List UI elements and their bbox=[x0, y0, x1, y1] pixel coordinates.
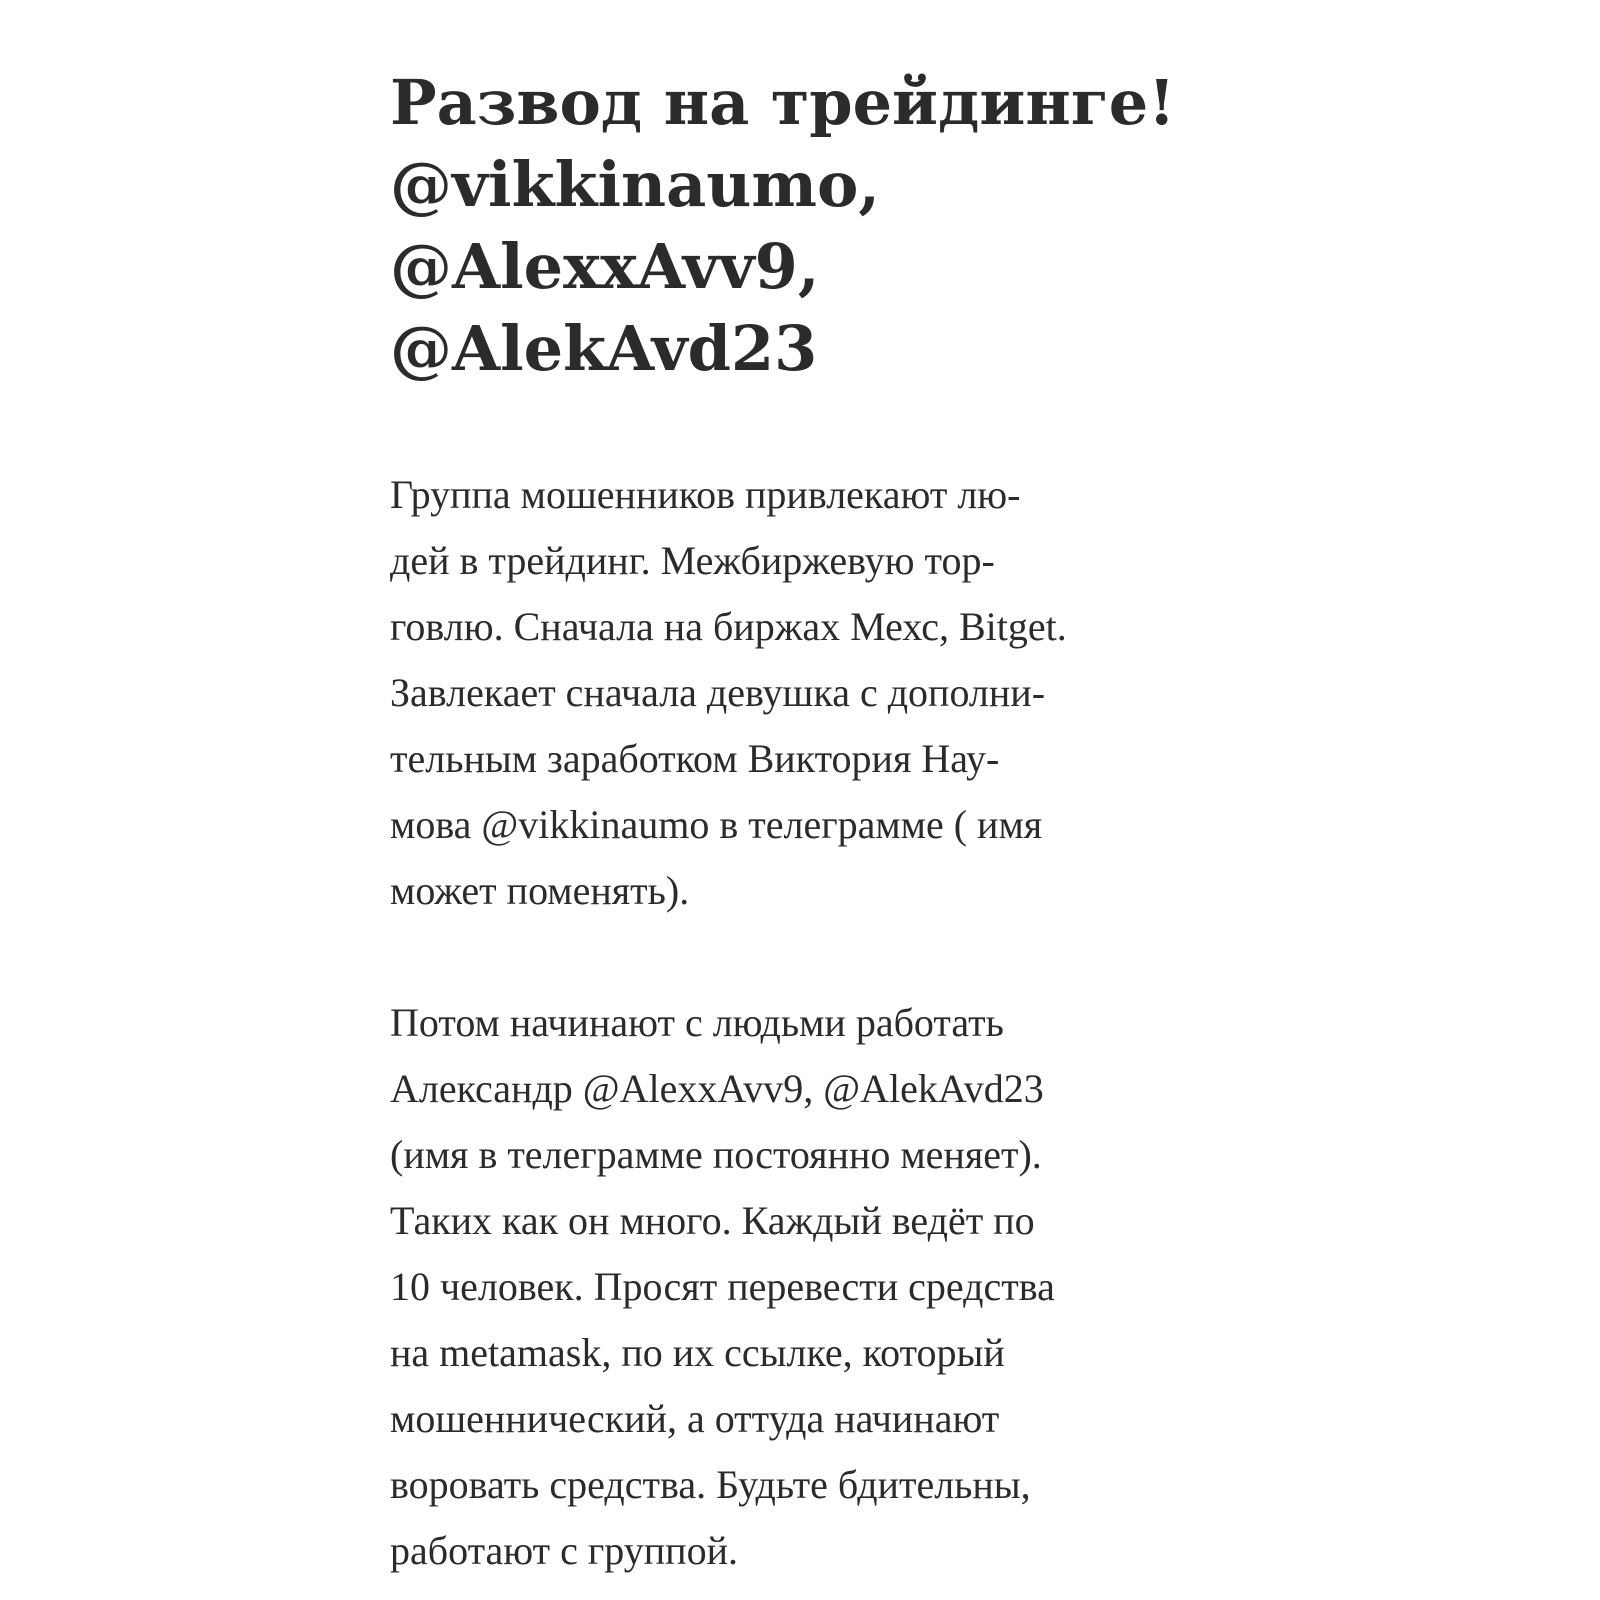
paragraph-line: Александр @AlexxAvv9, @AlekAvd23 bbox=[390, 1066, 1044, 1111]
title-line: @AlekAvd23 bbox=[390, 312, 818, 385]
paragraph-line: Таких как он много. Каждый ведёт по bbox=[390, 1198, 1035, 1243]
article-title bbox=[390, 62, 1220, 390]
article-paragraph-2 bbox=[390, 990, 1220, 1584]
paragraph-line: мошеннический, а оттуда начинают bbox=[390, 1396, 1000, 1441]
paragraph-line: мова @vikkinaumo в телеграмме ( имя bbox=[390, 802, 1043, 847]
paragraph-line: воровать средства. Будьте бдительны, bbox=[390, 1462, 1031, 1507]
title-line: @AlexxAvv9, bbox=[390, 230, 820, 303]
paragraph-line: на metamask, по их ссылке, который bbox=[390, 1330, 1005, 1375]
paragraph-line: (имя в телеграмме постоянно меняет). bbox=[390, 1132, 1042, 1177]
paragraph-line: Завлекает сначала девушка с дополни- bbox=[390, 670, 1046, 715]
paragraph-line: тельным заработком Виктория Нау- bbox=[390, 736, 1000, 781]
paragraph-line: работают с группой. bbox=[390, 1528, 738, 1573]
paragraph-line: Группа мошенников привлекают лю- bbox=[390, 472, 1021, 517]
paragraph-line: говлю. Сначала на биржах Мехс, Bitget. bbox=[390, 604, 1067, 649]
paragraph-line: Потом начинают с людьми работать bbox=[390, 1000, 1004, 1045]
article-paragraph-1 bbox=[390, 462, 1220, 924]
title-line: @vikkinaumo, bbox=[390, 148, 880, 221]
paragraph-line: дей в трейдинг. Межбиржевую тор- bbox=[390, 538, 995, 583]
paragraph-line: может поменять). bbox=[390, 868, 690, 913]
paragraph-line: 10 человек. Просят перевести средства bbox=[390, 1264, 1055, 1309]
title-line: Развод на трейдинге! bbox=[390, 66, 1176, 139]
